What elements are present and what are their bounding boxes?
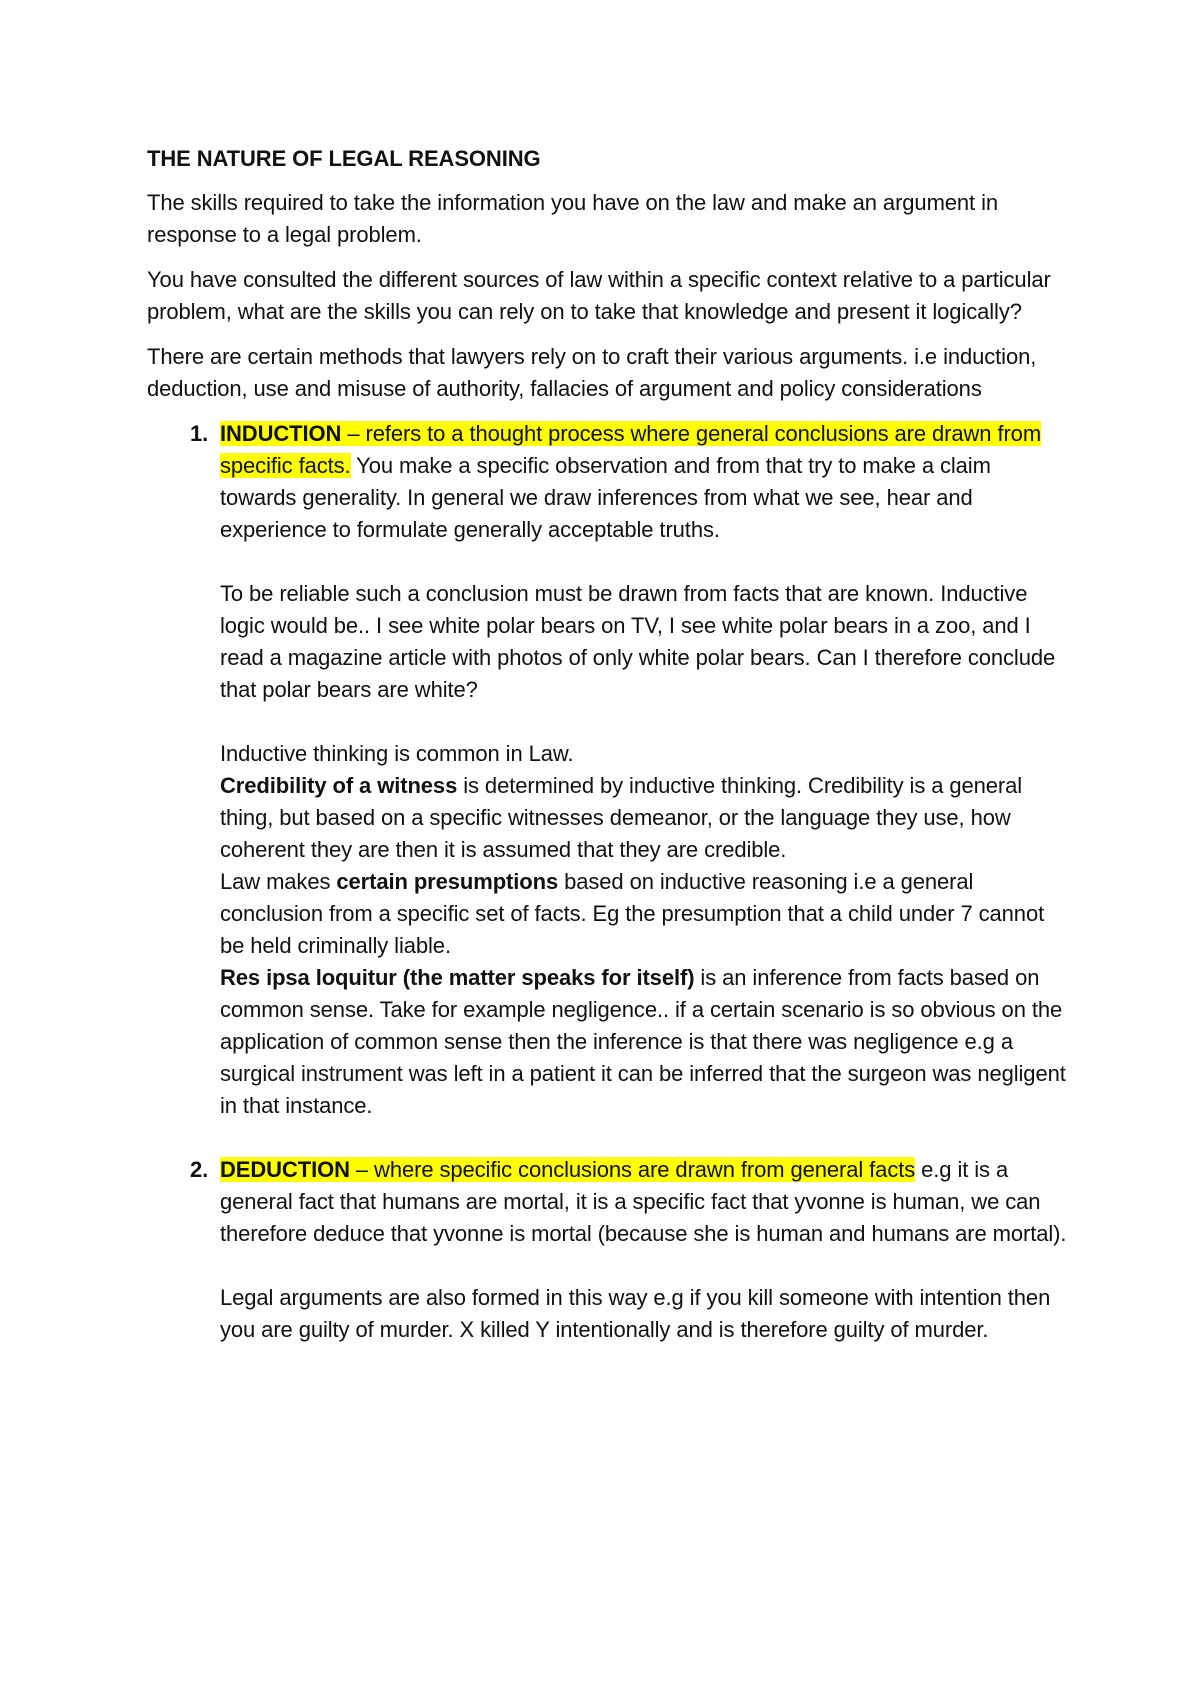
document-body xyxy=(147,143,1067,1346)
list-number: 1. xyxy=(190,421,209,446)
deduction-section xyxy=(220,1154,1067,1346)
induction-explanation: You make a specific observation and from that try to make a claim towards generality. In general we draw inferences from what we see, hear and experience to formulate generally acceptable truths. xyxy=(220,453,991,542)
intro-paragraph-1: The skills required to take the information you have on the law and make an argument in response to a legal problem. xyxy=(147,190,999,247)
deduction-paragraph-1 xyxy=(220,1154,1067,1250)
credibility-paragraph: Credibility of a witness is determined by inductive thinking. Credibility is a general thing, but based on a specific witnesses demeanor, or the language they use, how coherent they are then it is assumed that they are credible. xyxy=(220,773,1023,862)
intro-paragraph-2: You have consulted the different sources of law within a specific context relative to a particular problem, what are the skills you can rely on to take that knowledge and present it logically? xyxy=(147,267,1051,324)
induction-paragraph-1 xyxy=(220,418,1067,546)
res-ipsa-term: Res ipsa loquitur (the matter speaks for itself) xyxy=(220,965,695,990)
induction-paragraph-3: Inductive thinking is common in Law. xyxy=(220,741,574,766)
document-title: THE NATURE OF LEGAL REASONING xyxy=(147,146,541,171)
deduction-term: DEDUCTION xyxy=(220,1157,350,1182)
list-item-deduction xyxy=(147,1154,1067,1346)
deduction-explanation: e.g it is a general fact that humans are mortal, it is a specific fact that yvonne is human, we can therefore deduce that yvonne is mortal (because she is human and humans are mortal). xyxy=(220,1157,1067,1246)
induction-section xyxy=(220,418,1067,1154)
deduction-paragraph-2: Legal arguments are also formed in this way e.g if you kill someone with intention then you are guilty of murder. X killed Y intentionally and is therefore guilty of murder. xyxy=(220,1285,1051,1342)
res-ipsa-paragraph: Res ipsa loquitur (the matter speaks for itself) is an inference from facts based on common sense. Take for example negligence.. if a certain scenario is so obvious on the application of common sense then the inference is that there was negligence e.g a surgical instrument was left in a patient it can be inferred that the surgeon was negligent in that instance. xyxy=(220,965,1066,1118)
list-number: 2. xyxy=(190,1157,209,1182)
intro-paragraph-3: There are certain methods that lawyers rely on to craft their various arguments. i.e induction, deduction, use and misuse of authority, fallacies of argument and policy considerations xyxy=(147,344,1037,401)
deduction-definition: – where specific conclusions are drawn from general facts xyxy=(349,1157,916,1182)
presumptions-paragraph: Law makes certain presumptions based on inductive reasoning i.e a general conclusion from a specific set of facts. Eg the presumption that a child under 7 cannot be held criminally liable. xyxy=(220,869,1045,958)
induction-definition: – refers to a thought process where general conclusions are drawn from specific facts. xyxy=(220,421,1042,478)
list-item-induction xyxy=(147,418,1067,1154)
credibility-term: Credibility of a witness xyxy=(220,773,458,798)
presumptions-term: certain presumptions xyxy=(336,869,559,894)
induction-paragraph-2: To be reliable such a conclusion must be drawn from facts that are known. Inductive logic would be.. I see white polar bears on TV, I see white polar bears in a zoo, and I read a magazine article with photos of only white polar bears. Can I therefore conclude that polar bears are white? xyxy=(220,581,1056,702)
induction-term: INDUCTION xyxy=(220,421,342,446)
deduction-highlight xyxy=(220,1157,915,1182)
